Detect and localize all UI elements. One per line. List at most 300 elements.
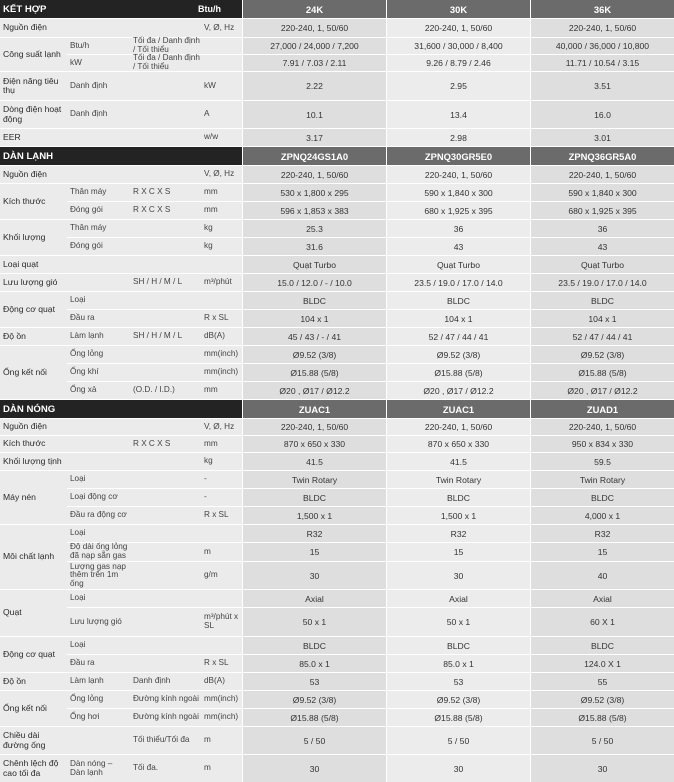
spec-text: - xyxy=(204,492,207,502)
spec-value xyxy=(387,727,530,754)
spec-text: Loại xyxy=(70,474,86,484)
spec-value xyxy=(243,436,386,452)
spec-value-text: 11.71 / 10.54 / 3.15 xyxy=(565,58,640,68)
section-title-text: KẾT HỢP xyxy=(3,3,47,15)
spec-value-text: Ø9.52 (3/8) xyxy=(292,694,337,705)
spec-text: Danh định xyxy=(133,676,171,686)
spec-value xyxy=(387,507,530,524)
spec-unit xyxy=(201,709,242,726)
spec-value xyxy=(531,310,674,327)
spec-label xyxy=(0,166,67,183)
spec-label-text: Dòng điện hoạt động xyxy=(3,104,62,124)
spec-label-text: Nguồn điện xyxy=(3,421,47,432)
spec-value-text: 43 xyxy=(453,241,464,252)
spec-row xyxy=(0,691,674,713)
spec-value-text: 9.26 / 8.79 / 2.46 xyxy=(426,58,491,68)
spec-text: R X C X S xyxy=(133,438,171,448)
spec-value-text: BLDC xyxy=(591,640,614,651)
model-name: ZUAD1 xyxy=(586,403,619,415)
spec-label xyxy=(0,129,67,146)
spec-value-text: 40,000 / 36,000 / 10,800 xyxy=(555,41,650,51)
spec-text: Tối đa / Danh định / Tối thiểu xyxy=(133,53,200,71)
spec-value xyxy=(387,238,530,255)
spec-sublabel xyxy=(67,673,129,690)
spec-label-text: EER xyxy=(3,131,21,142)
spec-sublabel xyxy=(67,220,129,237)
spec-value-text: 23.5 / 19.0 / 17.0 / 14.0 xyxy=(414,277,503,288)
spec-row xyxy=(0,755,674,782)
spec-text: Loại xyxy=(70,528,86,538)
spec-value-text: 10.1 xyxy=(306,109,323,120)
spec-value xyxy=(387,525,530,542)
spec-label xyxy=(0,184,67,219)
spec-row xyxy=(0,543,674,561)
spec-text: m³/phút xyxy=(204,277,232,287)
spec-value xyxy=(243,38,386,54)
spec-value-text: 2.95 xyxy=(450,81,467,91)
spec-text: Ống xả xyxy=(70,385,97,395)
header-unit: Btu/h xyxy=(198,4,221,14)
spec-sublabel xyxy=(67,691,129,708)
spec-value xyxy=(243,691,386,708)
spec-unit xyxy=(201,419,242,435)
spec-value xyxy=(243,655,386,672)
spec-text: V, Ø, Hz xyxy=(204,169,235,179)
spec-value xyxy=(387,471,530,488)
spec-qualifiers xyxy=(67,256,242,273)
spec-label xyxy=(0,101,67,128)
spec-value xyxy=(387,346,530,363)
spec-label-text: Điện năng tiêu thụ xyxy=(3,75,59,95)
spec-text: R X C X S xyxy=(133,205,171,215)
spec-qualifier xyxy=(130,55,200,71)
spec-text: V, Ø, Hz xyxy=(204,22,235,32)
spec-sublabel xyxy=(67,655,129,672)
spec-text: Tối thiểu/Tối đa xyxy=(133,735,190,745)
spec-sublabel xyxy=(67,755,129,782)
spec-value-text: 41.5 xyxy=(306,456,323,467)
spec-value-text: 13.4 xyxy=(450,109,467,120)
spec-value xyxy=(243,382,386,399)
spec-qualifier xyxy=(130,436,200,452)
spec-value xyxy=(531,637,674,654)
spec-value-text: 220-240, 1, 50/60 xyxy=(568,422,637,432)
spec-value-text: 220-240, 1, 50/60 xyxy=(424,169,493,180)
spec-value-text: 220-240, 1, 50/60 xyxy=(568,169,637,180)
spec-value-text: 36 xyxy=(453,223,464,234)
spec-unit xyxy=(201,328,242,345)
spec-value-text: 52 / 47 / 44 / 41 xyxy=(572,331,633,342)
spec-value-text: 5 / 50 xyxy=(591,735,614,746)
spec-value xyxy=(387,691,530,708)
spec-value xyxy=(387,489,530,506)
spec-text: mm(inch) xyxy=(204,712,239,722)
spec-sublabel xyxy=(67,202,129,219)
spec-row xyxy=(0,72,674,100)
spec-value xyxy=(243,328,386,345)
spec-value-text: 16.0 xyxy=(594,109,611,120)
spec-text: R x SL xyxy=(204,510,229,520)
spec-label-text: Kích thước xyxy=(3,438,46,449)
spec-unit xyxy=(201,274,242,291)
spec-value-text: 2.22 xyxy=(306,81,323,91)
spec-text: kW xyxy=(204,80,216,90)
spec-row xyxy=(0,328,674,345)
spec-value xyxy=(387,562,530,589)
spec-text: Tối đa / Danh định / Tối thiểu xyxy=(133,36,200,54)
spec-value-text: 5 / 50 xyxy=(447,735,470,746)
spec-value xyxy=(531,184,674,201)
spec-value xyxy=(243,562,386,589)
spec-label-text: Ống kết nối xyxy=(3,702,47,713)
spec-label-text: Công suất lạnh xyxy=(3,48,61,59)
spec-value xyxy=(531,328,674,345)
spec-value xyxy=(387,274,530,291)
spec-unit xyxy=(201,673,242,690)
spec-value xyxy=(531,220,674,237)
spec-unit xyxy=(201,655,242,672)
spec-value xyxy=(531,673,674,690)
spec-value xyxy=(531,507,674,524)
spec-value xyxy=(243,453,386,470)
spec-label-text: Độ ồn xyxy=(3,675,26,686)
spec-label-text: Quạt xyxy=(3,607,22,618)
section-header-combo xyxy=(0,0,674,18)
spec-sublabel xyxy=(67,507,129,524)
spec-value xyxy=(387,55,530,71)
spec-value-text: Axial xyxy=(593,593,612,604)
spec-value-text: Quạt Turbo xyxy=(293,259,336,270)
spec-unit xyxy=(201,608,242,636)
spec-sublabel xyxy=(67,382,129,399)
spec-value xyxy=(531,471,674,488)
spec-value-text: Ø20 , Ø17 / Ø12.2 xyxy=(279,385,350,396)
spec-label-text: Kích thước xyxy=(3,195,46,206)
spec-value-text: 15.0 / 12.0 / - / 10.0 xyxy=(277,277,352,288)
spec-qualifier xyxy=(130,709,200,726)
spec-label-text: Loại quạt xyxy=(3,258,39,269)
spec-value-text: Quạt Turbo xyxy=(581,259,624,270)
spec-text: Thân máy xyxy=(70,223,107,233)
spec-value xyxy=(243,238,386,255)
spec-label-text: Độ ồn xyxy=(3,330,26,341)
spec-value xyxy=(531,655,674,672)
spec-value-text: 27,000 / 24,000 / 7,200 xyxy=(270,41,359,51)
spec-row xyxy=(0,19,674,37)
spec-row xyxy=(0,608,674,636)
spec-value xyxy=(387,129,530,146)
section-header-outdoor xyxy=(0,400,674,418)
model-header xyxy=(387,147,530,165)
spec-text: Đầu ra xyxy=(70,658,95,668)
spec-text: w/w xyxy=(204,132,219,142)
spec-value xyxy=(531,590,674,607)
spec-unit xyxy=(201,72,242,100)
spec-text: mm xyxy=(204,385,218,395)
spec-row xyxy=(0,637,674,659)
spec-text: mm xyxy=(204,187,218,197)
spec-text: Lưu lượng gió xyxy=(70,616,122,626)
spec-value-text: BLDC xyxy=(447,295,470,306)
spec-label xyxy=(0,673,67,690)
spec-value-text: 50 x 1 xyxy=(446,617,471,627)
spec-row xyxy=(0,453,674,470)
spec-unit xyxy=(201,471,242,488)
spec-row xyxy=(0,364,674,381)
spec-value-text: BLDC xyxy=(303,492,326,503)
spec-value xyxy=(531,274,674,291)
spec-value-text: Ø15.88 (5/8) xyxy=(290,712,339,723)
spec-qualifier xyxy=(130,691,200,708)
spec-value xyxy=(387,453,530,470)
spec-text: g/m xyxy=(204,570,218,580)
spec-text: Thân máy xyxy=(70,187,107,197)
spec-value-text: Quạt Turbo xyxy=(437,259,480,270)
spec-sublabel xyxy=(67,184,129,201)
section-title-text: DÀN LẠNH xyxy=(3,150,54,162)
spec-value xyxy=(531,292,674,309)
spec-row xyxy=(0,562,674,589)
spec-label xyxy=(0,220,67,255)
spec-value xyxy=(531,166,674,183)
spec-value-text: 60 X 1 xyxy=(590,617,615,627)
spec-value-text: 220-240, 1, 50/60 xyxy=(424,23,493,33)
spec-value xyxy=(531,256,674,273)
spec-value xyxy=(243,101,386,128)
spec-sublabel xyxy=(67,292,129,309)
spec-value xyxy=(243,55,386,71)
spec-value-text: 870 x 650 x 330 xyxy=(283,439,346,449)
spec-value xyxy=(531,238,674,255)
spec-label-text: Khối lượng tịnh xyxy=(3,455,62,466)
spec-value xyxy=(243,543,386,561)
spec-value xyxy=(387,101,530,128)
spec-value xyxy=(387,755,530,782)
spec-text: R X C X S xyxy=(133,187,171,197)
spec-value-text: 41.5 xyxy=(450,456,467,467)
spec-sublabel xyxy=(67,38,129,54)
spec-value-text: 1,500 x 1 xyxy=(296,510,333,521)
spec-value-text: Ø15.88 (5/8) xyxy=(578,367,627,378)
spec-unit xyxy=(201,346,242,363)
spec-value-text: 680 x 1,925 x 395 xyxy=(424,205,493,216)
spec-unit xyxy=(201,220,242,237)
spec-value xyxy=(243,292,386,309)
spec-value xyxy=(243,471,386,488)
spec-unit xyxy=(201,101,242,128)
spec-text: mm xyxy=(204,438,218,448)
spec-row xyxy=(0,55,674,71)
spec-unit xyxy=(201,453,242,470)
spec-value-text: 85.0 x 1 xyxy=(443,658,474,669)
spec-value xyxy=(531,129,674,146)
spec-value-text: Ø15.88 (5/8) xyxy=(434,712,483,723)
model-name: ZPNQ30GR5E0 xyxy=(424,150,493,162)
section-title-text: DÀN NÓNG xyxy=(3,403,56,415)
spec-label xyxy=(0,453,67,470)
spec-value-text: BLDC xyxy=(591,295,614,306)
spec-row xyxy=(0,166,674,183)
spec-label-text: Khối lượng xyxy=(3,231,46,242)
spec-value-text: Ø20 , Ø17 / Ø12.2 xyxy=(567,385,638,396)
spec-value-text: 596 x 1,853 x 383 xyxy=(280,205,349,216)
spec-value-text: Axial xyxy=(305,593,324,604)
spec-text: Ống lỏng xyxy=(70,349,104,359)
spec-text: kg xyxy=(204,456,213,466)
spec-value-text: 220-240, 1, 50/60 xyxy=(424,422,493,432)
spec-value xyxy=(243,419,386,435)
spec-text: mm(inch) xyxy=(204,349,239,359)
spec-text: Dàn nóng – Dàn lạnh xyxy=(70,758,113,777)
spec-value-text: Ø9.52 (3/8) xyxy=(580,694,625,705)
spec-value xyxy=(243,709,386,726)
spec-value xyxy=(243,755,386,782)
spec-value xyxy=(531,38,674,54)
spec-unit xyxy=(201,202,242,219)
spec-value xyxy=(387,543,530,561)
spec-value xyxy=(243,310,386,327)
spec-value-text: Ø9.52 (3/8) xyxy=(292,349,337,360)
spec-label xyxy=(0,38,67,71)
spec-value xyxy=(531,453,674,470)
spec-value xyxy=(387,637,530,654)
model-header xyxy=(387,0,530,18)
spec-unit xyxy=(201,382,242,399)
spec-value-text: 30 xyxy=(309,763,320,774)
spec-row xyxy=(0,590,674,618)
spec-label xyxy=(0,727,67,754)
spec-sublabel xyxy=(67,525,129,542)
spec-sublabel xyxy=(67,72,129,100)
spec-sublabel xyxy=(67,590,129,607)
spec-label xyxy=(0,419,67,435)
spec-value-text: 15 xyxy=(453,547,464,557)
spec-value-text: BLDC xyxy=(447,492,470,503)
spec-text: m xyxy=(204,763,211,773)
spec-value-text: 52 / 47 / 44 / 41 xyxy=(428,331,489,342)
spec-row xyxy=(0,256,674,273)
spec-text: A xyxy=(204,109,210,119)
spec-value-text: 30 xyxy=(453,763,464,774)
spec-value xyxy=(387,166,530,183)
spec-label xyxy=(0,637,67,672)
spec-value xyxy=(531,382,674,399)
spec-value xyxy=(387,655,530,672)
spec-text: Loại xyxy=(70,295,86,305)
spec-value-text: 590 x 1,840 x 300 xyxy=(424,187,493,198)
spec-sublabel xyxy=(67,471,129,488)
spec-value-text: 104 x 1 xyxy=(588,313,617,324)
spec-value xyxy=(243,72,386,100)
section-header-indoor xyxy=(0,147,674,165)
spec-unit xyxy=(201,755,242,782)
spec-value-text: 124.0 X 1 xyxy=(584,658,621,669)
spec-value-text: 590 x 1,840 x 300 xyxy=(568,187,637,198)
spec-unit xyxy=(201,129,242,146)
spec-value-text: Axial xyxy=(449,593,468,604)
spec-value-text: Ø9.52 (3/8) xyxy=(436,349,481,360)
spec-text: R x SL xyxy=(204,658,229,668)
spec-row xyxy=(0,507,674,524)
spec-value xyxy=(531,489,674,506)
spec-row xyxy=(0,655,674,672)
spec-value xyxy=(531,755,674,782)
spec-text: Loại xyxy=(70,640,86,650)
spec-sublabel xyxy=(67,562,129,589)
spec-value xyxy=(243,727,386,754)
spec-label xyxy=(0,328,67,345)
spec-value-text: 59.5 xyxy=(594,456,611,467)
spec-value xyxy=(387,184,530,201)
spec-text: Đóng gói xyxy=(70,241,103,251)
spec-text: kW xyxy=(70,57,82,67)
spec-text: mm xyxy=(204,205,218,215)
spec-value-text: 40 xyxy=(597,570,608,581)
spec-text: - xyxy=(204,474,207,484)
spec-text: kg xyxy=(204,241,213,251)
model-name: ZPNQ24GS1A0 xyxy=(280,150,349,162)
spec-value-text: 1,500 x 1 xyxy=(440,510,477,521)
spec-text: Ống hơi xyxy=(70,712,100,722)
spec-value xyxy=(531,364,674,381)
spec-sublabel xyxy=(67,608,129,636)
spec-value-text: 15 xyxy=(597,547,608,557)
spec-label xyxy=(0,72,67,100)
model-header xyxy=(243,400,386,418)
spec-row xyxy=(0,436,674,452)
spec-unit xyxy=(201,691,242,708)
spec-value-text: 25.3 xyxy=(306,223,323,234)
spec-text: mm(inch) xyxy=(204,694,239,704)
spec-text: Đầu ra xyxy=(70,313,95,323)
spec-value xyxy=(387,382,530,399)
spec-value-text: 3.51 xyxy=(594,81,611,91)
spec-label xyxy=(0,525,67,589)
spec-value-text: 220-240, 1, 50/60 xyxy=(280,422,349,432)
spec-value-text: 30 xyxy=(597,763,608,774)
spec-value-text: 3.01 xyxy=(594,132,611,143)
spec-value xyxy=(243,129,386,146)
spec-value-text: 53 xyxy=(453,676,464,687)
spec-value xyxy=(243,525,386,542)
spec-sublabel xyxy=(67,346,129,363)
spec-value xyxy=(531,55,674,71)
spec-text: V, Ø, Hz xyxy=(204,421,235,431)
spec-value-text: 950 x 834 x 330 xyxy=(571,439,634,449)
spec-qualifier xyxy=(130,727,200,754)
spec-sublabel xyxy=(67,364,129,381)
spec-value xyxy=(531,727,674,754)
spec-unit xyxy=(201,436,242,452)
spec-qualifier xyxy=(130,274,200,291)
spec-text: dB(A) xyxy=(204,676,225,686)
spec-row xyxy=(0,238,674,255)
spec-text: Ống lỏng xyxy=(70,694,104,704)
spec-value xyxy=(531,543,674,561)
spec-text: Độ dài ống lỏng đã nạp sẵn gas xyxy=(70,542,128,560)
spec-label xyxy=(0,256,67,273)
spec-value xyxy=(243,274,386,291)
spec-text: Tối đa. xyxy=(133,763,159,773)
spec-text: SH / H / M / L xyxy=(133,331,183,341)
spec-value xyxy=(243,489,386,506)
spec-value-text: 53 xyxy=(309,676,320,687)
spec-value-text: 7.91 / 7.03 / 2.11 xyxy=(282,58,347,68)
spec-value-text: Ø20 , Ø17 / Ø12.2 xyxy=(423,385,494,396)
spec-unit xyxy=(201,310,242,327)
spec-row xyxy=(0,220,674,242)
spec-value-text: 220-240, 1, 50/60 xyxy=(280,169,349,180)
